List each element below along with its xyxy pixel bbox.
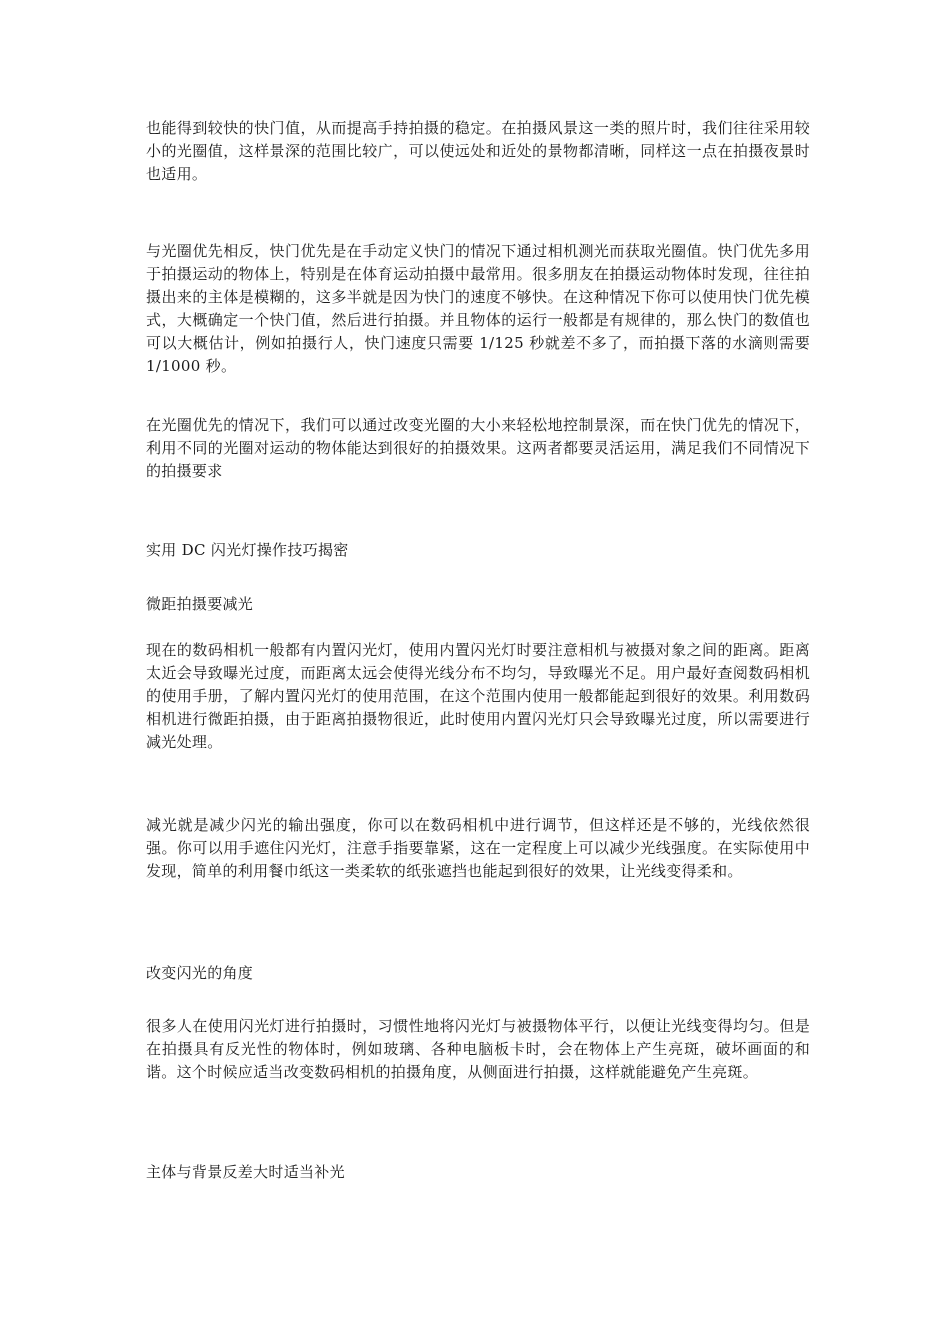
heading-flash-angle: 改变闪光的角度 bbox=[146, 964, 254, 982]
paragraph-aperture-landscape: 也能得到较快的快门值，从而提高手持拍摄的稳定。在拍摄风景这一类的照片时，我们往往采用较小的光圈值，这样景深的范围比较广，可以使远处和近处的景物都清晰，同样这一点在拍摄夜景时也适用。 bbox=[146, 119, 810, 183]
paragraph-builtin-flash: 现在的数码相机一般都有内置闪光灯，使用内置闪光灯时要注意相机与被摄对象之间的距离。距离太近会导致曝光过度，而距离太远会使得光线分布不均匀，导致曝光不足。用户最好查阅数码相机的使用手册，了解内置闪光灯的使用范围，在这个范围内使用一般都能起到很好的效果。利用数码相机进行微距拍摄，由于距离拍摄物很近，此时使用内置闪光灯只会导致曝光过度，所以需要进行减光处理。 bbox=[146, 641, 810, 751]
paragraph-reduce-flash: 减光就是减少闪光的输出强度，你可以在数码相机中进行调节，但这样还是不够的，光线依然很强。你可以用手遮住闪光灯，注意手指要靠紧，这在一定程度上可以减少光线强度。在实际使用中发现，简单的利用餐巾纸这一类柔软的纸张遮挡也能起到很好的效果，让光线变得柔和。 bbox=[146, 816, 810, 880]
heading-macro-reduce-light: 微距拍摄要减光 bbox=[146, 595, 254, 613]
heading-fill-light: 主体与背景反差大时适当补光 bbox=[146, 1163, 345, 1181]
paragraph-flash-angle: 很多人在使用闪光灯进行拍摄时，习惯性地将闪光灯与被摄物体平行，以便让光线变得均匀。但是在拍摄具有反光性的物体时，例如玻璃、各种电脑板卡时，会在物体上产生亮斑，破坏画面的和谐。这个时候应适当改变数码相机的拍摄角度，从侧面进行拍摄，这样就能避免产生亮斑。 bbox=[146, 1017, 810, 1081]
paragraph-aperture-vs-shutter: 在光圈优先的情况下，我们可以通过改变光圈的大小来轻松地控制景深，而在快门优先的情况下，利用不同的光圈对运动的物体能达到很好的拍摄效果。这两者都要灵活运用，满足我们不同情况下的拍摄要求 bbox=[146, 416, 810, 480]
paragraph-shutter-priority: 与光圈优先相反，快门优先是在手动定义快门的情况下通过相机测光而获取光圈值。快门优先多用于拍摄运动的物体上，特别是在体育运动拍摄中最常用。很多朋友在拍摄运动物体时发现，往往拍摄出来的主体是模糊的，这多半就是因为快门的速度不够快。在这种情况下你可以使用快门优先模式，大概确定一个快门值，然后进行拍摄。并且物体的运行一般都是有规律的，那么快门的数值也可以大概估计，例如拍摄行人，快门速度只需要 1/125 秒就差不多了，而拍摄下落的水滴则需要 1/1000 秒。 bbox=[146, 242, 810, 375]
heading-flash-tips: 实用 DC 闪光灯操作技巧揭密 bbox=[146, 541, 349, 559]
